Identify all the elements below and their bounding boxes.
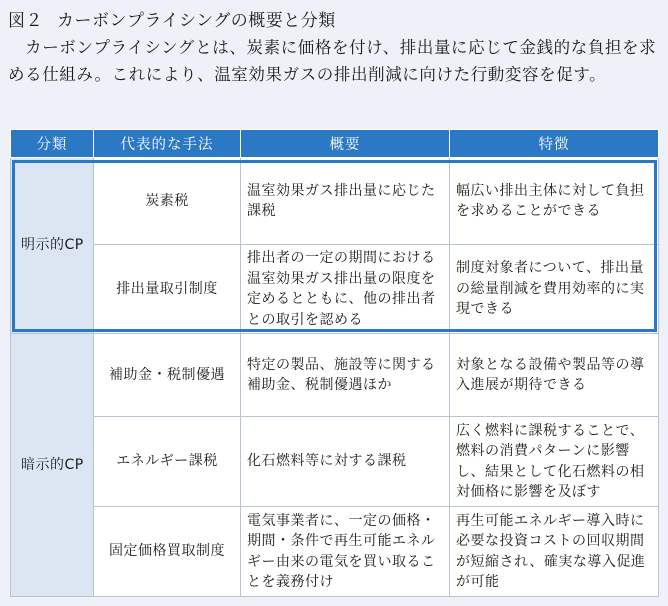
feature-cell: 幅広い排出主体に対して負担を求めることができる [450, 158, 659, 245]
feature-cell: 対象となる設備や製品等の導入進展が期待できる [450, 334, 659, 417]
intro-text: カーボンプライシングとは、炭素に価格を付け、排出量に応じて金銭的な負担を求める仕組み。これにより、温室効果ガスの排出削減に向けた行動変容を促す。 [8, 38, 657, 84]
figure-number: 図２ [8, 11, 43, 31]
table-row [11, 158, 659, 245]
method-cell: 炭素税 [94, 158, 241, 245]
method-cell: 固定価格買取制度 [94, 507, 241, 597]
method-cell: 排出量取引制度 [94, 245, 241, 334]
summary-cell: 電気事業者に、一定の価格・期間・条件で再生可能エネルギー由来の電気を買い取ることを義務付け [241, 507, 450, 597]
header-summary: 概要 [241, 130, 450, 158]
table-row [11, 507, 659, 597]
figure-caption: カーボンプライシングの概要と分類 [57, 11, 336, 31]
category-implicit: 暗示的CP [11, 334, 94, 597]
method-cell: 補助金・税制優遇 [94, 334, 241, 417]
summary-cell: 化石燃料等に対する課税 [241, 417, 450, 507]
header-feature: 特徴 [450, 130, 659, 158]
header-method: 代表的な手法 [94, 130, 241, 158]
table-row [11, 334, 659, 417]
summary-cell: 温室効果ガス排出量に応じた課税 [241, 158, 450, 245]
summary-cell: 特定の製品、施設等に関する補助金、税制優遇ほか [241, 334, 450, 417]
table-row [11, 245, 659, 334]
method-cell: エネルギー課税 [94, 417, 241, 507]
intro-paragraph [8, 34, 660, 88]
carbon-pricing-table [10, 129, 659, 597]
header-category: 分類 [11, 130, 94, 158]
feature-cell: 再生可能エネルギー導入時に必要な投資コストの回収期間が短縮され、確実な導入促進が可能 [450, 507, 659, 597]
table-header-row [11, 130, 659, 158]
figure-title [8, 6, 336, 31]
summary-cell: 排出者の一定の期間における温室効果ガス排出量の限度を定めるとともに、他の排出者との取引を認める [241, 245, 450, 334]
category-explicit: 明示的CP [11, 158, 94, 334]
table-row [11, 417, 659, 507]
feature-cell: 広く燃料に課税することで、燃料の消費パターンに影響し、結果として化石燃料の相対価格に影響を及ぼす [450, 417, 659, 507]
feature-cell: 制度対象者について、排出量の総量削減を費用効率的に実現できる [450, 245, 659, 334]
